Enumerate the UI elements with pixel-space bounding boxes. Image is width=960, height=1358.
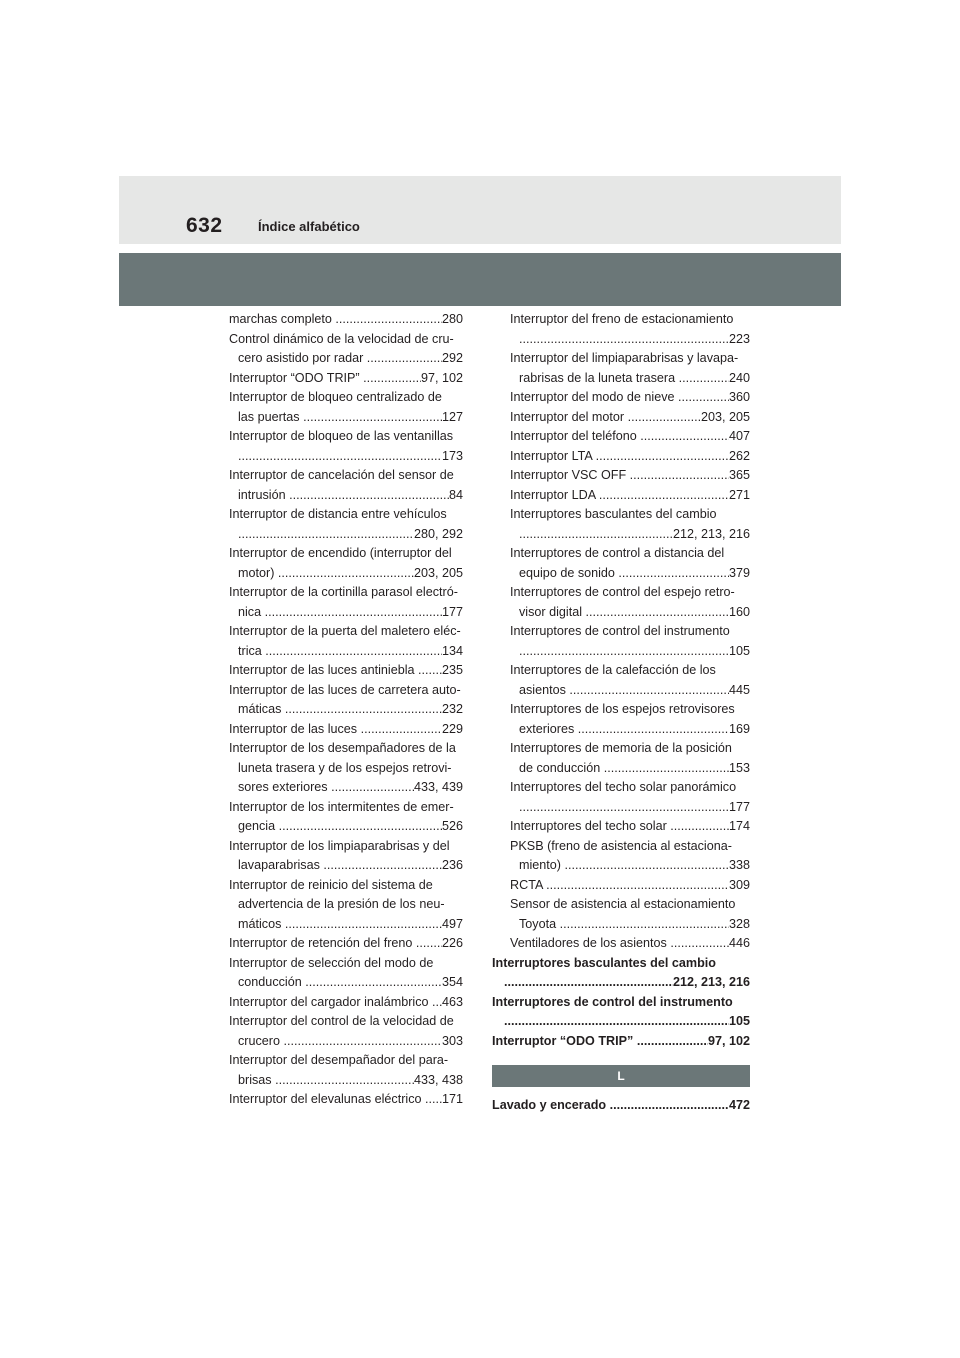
index-entry-term: Toyota ..... — [519, 915, 729, 935]
index-entry-term: visor digital ..... — [519, 603, 729, 623]
index-entry — [492, 1032, 750, 1052]
index-entry-page[interactable]: 360 — [728, 390, 750, 404]
index-entry-page[interactable]: 212, 213, 216 — [672, 975, 750, 989]
index-entry-text: Interruptor de los intermitentes de emer- — [229, 799, 454, 814]
index-entry-term — [238, 447, 442, 467]
index-entry-text: Interruptor de reinicio del sistema de — [229, 877, 433, 892]
index-entry-term: miento) ..... — [519, 856, 729, 876]
section-banner — [119, 253, 841, 306]
index-entry-page[interactable]: 153 — [728, 760, 750, 775]
index-entry-text: Interruptor de cancelación del sensor de — [229, 468, 454, 482]
index-entry-term: Interruptor del cargador inalámbrico ..... — [229, 993, 442, 1013]
index-entry — [492, 544, 750, 583]
index-entry-term: lavaparabrisas ..... — [238, 856, 442, 876]
index-entry-page[interactable]: 433, 438 — [413, 1072, 463, 1087]
index-entry-term — [519, 642, 729, 662]
index-entry — [229, 544, 463, 583]
index-entry — [492, 505, 750, 544]
index-entry-text: advertencia de la presión de los neu- — [238, 897, 445, 911]
index-entry — [229, 466, 463, 505]
index-entry-page[interactable]: 160 — [728, 604, 750, 619]
index-entry-page[interactable]: 328 — [728, 916, 750, 931]
index-entry-term: gencia ..... — [238, 817, 442, 837]
index-entry-text: Interruptor de los desempañadores de la — [229, 741, 456, 755]
index-entry-page[interactable]: 173 — [441, 448, 463, 463]
index-entry-text: Interruptor de distancia entre vehículos — [229, 507, 447, 521]
index-entry-term: las puertas ..... — [238, 408, 442, 428]
index-entry-term: brisas ..... — [238, 1071, 414, 1091]
letter-heading: L — [492, 1065, 750, 1087]
index-entry-text: Interruptor del freno de estacionamiento — [510, 312, 734, 326]
index-entry-term: nica ..... — [238, 603, 442, 623]
index-entry-term: asientos ..... — [519, 681, 729, 701]
index-entry-term: crucero ..... — [238, 1032, 442, 1052]
index-entry-text: Interruptores basculantes del cambio — [492, 955, 716, 970]
index-entry-term: Lavado y encerado ..... — [492, 1096, 729, 1116]
index-entry — [492, 778, 750, 817]
index-entry-page[interactable]: 171 — [441, 1092, 463, 1106]
index-entry-term: motor) ..... — [238, 564, 414, 584]
index-entry-term: de conducción ..... — [519, 759, 729, 779]
index-entry — [229, 837, 463, 876]
index-entry-page[interactable]: 280, 292 — [413, 526, 463, 541]
index-entry-text: Interruptor de los limpiaparabrisas y del — [229, 838, 450, 853]
index-entry — [492, 447, 750, 467]
index-entry-page[interactable]: 526 — [441, 819, 463, 833]
index-entry-term: Interruptor LDA ..... — [510, 486, 729, 506]
index-entry-page[interactable]: 105 — [728, 1014, 750, 1028]
index-entry — [229, 369, 463, 389]
index-entry-page[interactable]: 232 — [441, 702, 463, 716]
index-entry-term: Interruptor del motor ..... — [510, 408, 701, 428]
index-entry — [492, 700, 750, 739]
index-entry-term: Interruptor de las luces ..... — [229, 720, 442, 740]
index-entry-page[interactable]: 84 — [448, 487, 463, 502]
index-entry-text: Interruptor del control de la velocidad de — [229, 1014, 454, 1028]
index-entry-page[interactable]: 240 — [728, 370, 750, 385]
index-column-left — [229, 310, 463, 1110]
index-entry — [492, 622, 750, 661]
index-entry-text: PKSB (freno de asistencia al estaciona- — [510, 838, 732, 853]
index-entry — [492, 954, 750, 993]
index-entry-page[interactable]: 229 — [441, 721, 463, 736]
index-entry-page[interactable]: 463 — [441, 994, 463, 1009]
index-entry-page[interactable]: 212, 213, 216 — [672, 526, 750, 541]
index-entry — [229, 310, 463, 330]
index-entry-text: Interruptores basculantes del cambio — [510, 507, 717, 521]
index-entry-text: Interruptor de bloqueo centralizado de — [229, 390, 442, 404]
index-entry — [229, 505, 463, 544]
index-entry — [492, 817, 750, 837]
index-entry-text: Interruptor de las luces de carretera auto- — [229, 682, 461, 697]
index-entry-text: Control dinámico de la velocidad de cru- — [229, 331, 454, 346]
index-entry — [229, 993, 463, 1013]
index-entry-text: Interruptores de control del espejo retro- — [510, 585, 735, 599]
index-entry-page[interactable]: 177 — [728, 799, 750, 814]
index-entry-text: Interruptores de control del instrumento — [510, 624, 730, 638]
index-entry-page[interactable]: 203, 205 — [413, 565, 463, 580]
index-entry-term: Interruptor “ODO TRIP” ..... — [492, 1032, 708, 1052]
section-title: Índice alfabético — [258, 219, 360, 234]
index-entry-text: Interruptores de la calefacción de los — [510, 663, 716, 677]
index-entry — [492, 583, 750, 622]
index-entry-text: Interruptor de encendido (interruptor del — [229, 546, 452, 560]
index-entry-page[interactable]: 445 — [728, 682, 750, 697]
index-entry-term — [504, 973, 673, 993]
index-entry-page[interactable]: 97, 102 — [420, 370, 463, 385]
index-entry — [229, 1051, 463, 1090]
index-entry-page[interactable]: 407 — [728, 429, 750, 443]
index-entry-term: Interruptor VSC OFF ..... — [510, 466, 729, 486]
index-entry — [492, 408, 750, 428]
index-entry-term: Interruptor LTA ..... — [510, 447, 729, 467]
index-entry-page[interactable]: 226 — [441, 936, 463, 950]
index-entry — [492, 895, 750, 934]
index-entry — [229, 954, 463, 993]
index-entry — [492, 310, 750, 349]
index-entry-page[interactable]: 303 — [441, 1033, 463, 1048]
index-entry — [492, 876, 750, 896]
index-entry-term: Interruptor del modo de nieve ..... — [510, 388, 729, 408]
index-entry — [229, 739, 463, 798]
index-entry — [492, 739, 750, 778]
header-band — [119, 176, 841, 244]
index-entry-term: trica ..... — [238, 642, 442, 662]
index-entry-term: Ventiladores de los asientos ..... — [510, 934, 729, 954]
index-entry — [229, 427, 463, 466]
index-entry — [492, 837, 750, 876]
index-column-right — [492, 310, 750, 1051]
index-entry — [229, 330, 463, 369]
index-entry-term: sores exteriores ..... — [238, 778, 414, 798]
index-entry-term: cero asistido por radar ..... — [238, 349, 442, 369]
index-entry — [229, 622, 463, 661]
index-entry-term: Interruptores del techo solar ..... — [510, 817, 729, 837]
index-entry-page[interactable]: 354 — [441, 975, 463, 989]
index-entry — [229, 661, 463, 681]
index-entry-term: Interruptor de las luces antiniebla ..... — [229, 661, 442, 681]
index-entry-page[interactable]: 271 — [728, 487, 750, 502]
index-entry-text: Interruptores de memoria de la posición — [510, 741, 732, 755]
index-entry-term: Interruptor “ODO TRIP” ..... — [229, 369, 421, 389]
index-entry-term: conducción ..... — [238, 973, 442, 993]
index-entry-page[interactable]: 379 — [728, 565, 750, 580]
index-entry-page[interactable]: 497 — [441, 916, 463, 931]
index-entry — [229, 798, 463, 837]
index-entry-text: Interruptores del techo solar panorámico — [510, 780, 737, 794]
index-entry-term — [519, 330, 729, 350]
index-entry-term: Interruptor del elevalunas eléctrico ..... — [229, 1090, 442, 1110]
index-entry-text: Interruptores de los espejos retrovisores — [510, 702, 735, 716]
index-entry-term — [238, 525, 414, 545]
index-entry-page[interactable]: 280 — [441, 312, 463, 326]
index-entry-page[interactable]: 97, 102 — [707, 1033, 750, 1048]
index-entry-term: Interruptor del teléfono ..... — [510, 427, 729, 447]
index-entry — [492, 388, 750, 408]
index-entry — [229, 934, 463, 954]
index-entry-page[interactable]: 174 — [728, 819, 750, 833]
index-entry-page[interactable]: 472 — [728, 1098, 750, 1112]
index-entry — [492, 466, 750, 486]
index-entry — [229, 876, 463, 935]
index-entry-term: RCTA ..... — [510, 876, 729, 896]
index-entry — [492, 1096, 750, 1116]
index-entry-term: Interruptor de retención del freno ..... — [229, 934, 442, 954]
index-entry — [229, 681, 463, 720]
index-entry — [229, 583, 463, 622]
index-entry-term — [504, 1012, 729, 1032]
index-entry-page[interactable]: 338 — [728, 858, 750, 872]
index-entry-page[interactable]: 134 — [441, 643, 463, 658]
index-entry — [492, 427, 750, 447]
index-entry-term: exteriores ..... — [519, 720, 729, 740]
page-number: 632 — [186, 214, 223, 237]
index-entry-term: intrusión ..... — [238, 486, 449, 506]
index-entry — [229, 1090, 463, 1110]
index-entry-text: Interruptor del limpiaparabrisas y lavapa- — [510, 351, 739, 365]
index-entry-page[interactable]: 235 — [441, 663, 463, 677]
index-entry-text: Interruptor de la puerta del maletero eléc- — [229, 624, 461, 638]
index-entry-page[interactable]: 292 — [441, 351, 463, 365]
index-entry — [492, 349, 750, 388]
index-entry-text: Interruptores de control del instrumento — [492, 994, 733, 1009]
index-entry-text: Interruptor de bloqueo de las ventanillas — [229, 429, 454, 443]
index-entry-text: Interruptor de selección del modo de — [229, 955, 434, 970]
index-entry-page[interactable]: 309 — [728, 877, 750, 892]
index-entry-term: máticas ..... — [238, 700, 442, 720]
index-entry-text: luneta trasera y de los espejos retrovi- — [238, 760, 452, 775]
index-entry-page[interactable]: 203, 205 — [700, 409, 750, 424]
index-entry-term: marchas completo ..... — [229, 310, 442, 330]
index-entry-page[interactable]: 223 — [728, 331, 750, 346]
index-entry-text: Interruptor de la cortinilla parasol electró- — [229, 585, 458, 599]
index-entry — [229, 388, 463, 427]
index-entry — [229, 1012, 463, 1051]
index-entry-text: Interruptor del desempañador del para- — [229, 1053, 449, 1067]
index-entry — [492, 993, 750, 1032]
index-entry-text: Sensor de asistencia al estacionamiento — [510, 897, 736, 911]
index-entry-page[interactable]: 236 — [441, 858, 463, 872]
index-entry-page[interactable]: 177 — [441, 604, 463, 619]
index-column-letter-l — [492, 1096, 750, 1116]
index-entry-page[interactable]: 105 — [728, 643, 750, 658]
index-entry-term — [519, 525, 673, 545]
index-entry-page[interactable]: 127 — [441, 409, 463, 424]
index-entry-page[interactable]: 169 — [728, 721, 750, 736]
index-entry-term: máticos ..... — [238, 915, 442, 935]
index-entry-text: Interruptores de control a distancia del — [510, 546, 725, 560]
index-entry — [229, 720, 463, 740]
index-entry-page[interactable]: 446 — [728, 936, 750, 950]
index-entry — [492, 486, 750, 506]
index-entry-page[interactable]: 433, 439 — [413, 780, 463, 794]
index-entry-term — [519, 798, 729, 818]
index-entry-term: rabrisas de la luneta trasera ..... — [519, 369, 729, 389]
index-entry — [492, 661, 750, 700]
index-entry — [492, 934, 750, 954]
index-entry-term: equipo de sonido ..... — [519, 564, 729, 584]
index-entry-page[interactable]: 365 — [728, 468, 750, 482]
index-entry-page[interactable]: 262 — [728, 448, 750, 463]
